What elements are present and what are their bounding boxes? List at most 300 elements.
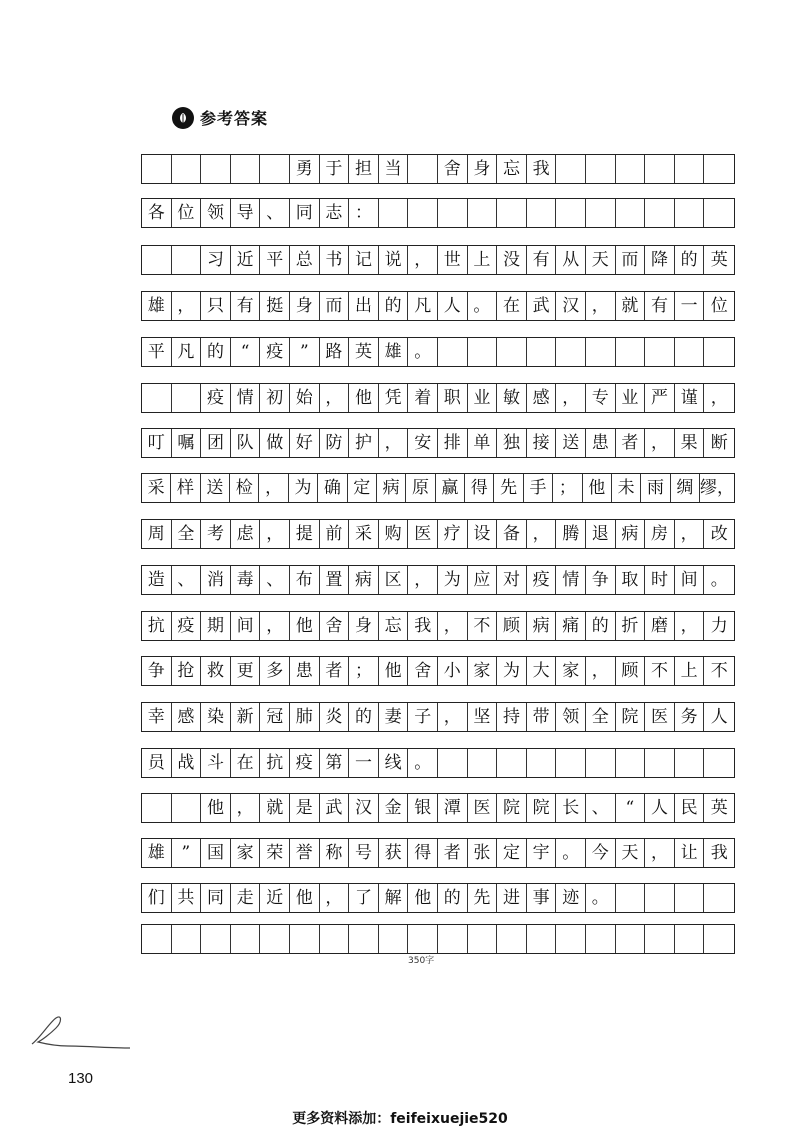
grid-cell	[704, 155, 734, 183]
grid-cell: 在	[497, 292, 527, 320]
grid-cell: 染	[201, 703, 231, 731]
grid-cell: 时	[645, 566, 675, 594]
grid-cell	[142, 925, 172, 953]
grid-cell: 者	[438, 839, 468, 867]
grid-cell: 为	[289, 474, 318, 502]
grid-cell: 确	[318, 474, 347, 502]
grid-cell: 始	[290, 384, 320, 412]
grid-cell: 进	[497, 884, 527, 912]
grid-cell: 雄	[379, 338, 409, 366]
grid-cell	[379, 925, 409, 953]
grid-cell: 区	[379, 566, 409, 594]
grid-cell: 战	[172, 749, 202, 777]
grid-cell	[556, 155, 586, 183]
grid-cell: 房	[645, 520, 675, 548]
grid-cell	[468, 925, 498, 953]
grid-cell: 近	[231, 246, 261, 274]
grid-cell: 人	[438, 292, 468, 320]
grid-cell: 幸	[142, 703, 172, 731]
grid-cell: 。	[556, 839, 586, 867]
grid-cell	[201, 925, 231, 953]
grid-row	[141, 611, 735, 641]
grid-cell: 救	[201, 657, 231, 685]
grid-cell: 疫	[201, 384, 231, 412]
grid-cell: 家	[231, 839, 261, 867]
footer-note: 更多资料添加：feifeixuejie520	[292, 1111, 508, 1127]
grid-cell: 民	[675, 794, 705, 822]
grid-cell	[675, 155, 705, 183]
grid-cell: 今	[586, 839, 616, 867]
grid-cell: 领	[201, 199, 231, 227]
grid-cell: 病	[377, 474, 406, 502]
grid-cell: 炎	[320, 703, 350, 731]
grid-cell: 业	[468, 384, 498, 412]
grid-cell	[586, 155, 616, 183]
word-count: 350字	[408, 956, 435, 966]
grid-cell: 疗	[438, 520, 468, 548]
grid-cell: 手	[524, 474, 553, 502]
grid-cell: 。	[710, 569, 728, 590]
grid-cell	[142, 246, 172, 274]
grid-cell: 雨	[641, 474, 670, 502]
pen-scribble-icon	[26, 1008, 136, 1062]
grid-cell: 大	[527, 657, 557, 685]
grid-cell: 我	[710, 842, 728, 863]
grid-cell: ，	[320, 884, 350, 912]
grid-cell: 消	[201, 566, 231, 594]
grid-cell: 不	[645, 657, 675, 685]
grid-cell: 缪，	[700, 477, 734, 498]
grid-cell: 严	[645, 384, 675, 412]
grid-cell: 号	[349, 839, 379, 867]
grid-cell: ，	[231, 794, 261, 822]
grid-cell: 腾	[556, 520, 586, 548]
grid-cell: 张	[468, 839, 498, 867]
grid-cell: 抗	[142, 612, 172, 640]
grid-cell: 总	[290, 246, 320, 274]
grid-cell	[616, 155, 646, 183]
grid-cell: 我	[527, 155, 557, 183]
grid-cell: 宇	[527, 839, 557, 867]
grid-cell: 得	[408, 839, 438, 867]
grid-cell	[616, 338, 646, 366]
grid-cell: 应	[468, 566, 498, 594]
grid-cell: 独	[497, 429, 527, 457]
grid-cell	[616, 925, 646, 953]
grid-cell: 走	[231, 884, 261, 912]
grid-cell	[468, 199, 498, 227]
grid-cell: 布	[290, 566, 320, 594]
grid-cell: 是	[290, 794, 320, 822]
grid-cell: 采	[349, 520, 379, 548]
grid-row	[141, 565, 735, 595]
grid-cell	[704, 338, 734, 366]
grid-cell: 为	[438, 566, 468, 594]
grid-cell	[645, 338, 675, 366]
grid-cell: 接	[527, 429, 557, 457]
grid-cell: 。	[468, 292, 498, 320]
grid-cell: 上	[675, 657, 705, 685]
grid-cell	[497, 749, 527, 777]
grid-cell: 医	[645, 703, 675, 731]
grid-cell: ，	[438, 612, 468, 640]
grid-cell: 疫	[172, 612, 202, 640]
grid-cell	[260, 925, 290, 953]
grid-cell: 、	[586, 794, 616, 822]
grid-cell: 没	[497, 246, 527, 274]
grid-cell: ，	[586, 292, 616, 320]
grid-cell: ：	[349, 199, 379, 227]
grid-cell	[468, 338, 498, 366]
grid-cell: ，	[172, 292, 202, 320]
grid-cell	[142, 384, 172, 412]
grid-cell	[438, 199, 468, 227]
grid-cell	[645, 155, 675, 183]
grid-cell	[675, 199, 705, 227]
grid-cell	[616, 884, 646, 912]
grid-cell	[586, 338, 616, 366]
grid-cell	[586, 749, 616, 777]
grid-cell: “	[231, 338, 261, 366]
grid-cell: 上	[468, 246, 498, 274]
grid-cell	[142, 794, 172, 822]
grid-cell	[645, 925, 675, 953]
grid-cell	[408, 925, 438, 953]
grid-cell: 采	[142, 474, 171, 502]
grid-cell: 抢	[172, 657, 202, 685]
grid-cell: 雄	[142, 292, 172, 320]
grid-cell: 人	[645, 794, 675, 822]
grid-cell: 护	[349, 429, 379, 457]
grid-cell	[527, 338, 557, 366]
grid-cell: 者	[320, 657, 350, 685]
grid-cell: 英	[710, 249, 728, 270]
grid-cell: ，	[260, 520, 290, 548]
grid-cell: ；	[349, 657, 379, 685]
grid-row	[141, 154, 735, 184]
grid-cell: 专	[586, 384, 616, 412]
grid-cell: 记	[349, 246, 379, 274]
grid-cell: 凭	[379, 384, 409, 412]
grid-cell: 毒	[231, 566, 261, 594]
grid-cell: 绸	[671, 474, 700, 502]
grid-cell: 天	[616, 839, 646, 867]
grid-cell: 间	[675, 566, 705, 594]
grid-cell: 退	[586, 520, 616, 548]
grid-cell: 导	[231, 199, 261, 227]
grid-cell	[497, 199, 527, 227]
grid-cell: 情	[556, 566, 586, 594]
grid-cell: 金	[379, 794, 409, 822]
grid-cell: 职	[438, 384, 468, 412]
grid-cell: 一	[349, 749, 379, 777]
grid-cell: 为	[497, 657, 527, 685]
grid-cell: 领	[556, 703, 586, 731]
grid-cell	[704, 884, 734, 912]
grid-cell: 有	[645, 292, 675, 320]
grid-cell: 誉	[290, 839, 320, 867]
grid-cell: 身	[349, 612, 379, 640]
grid-cell: 情	[231, 384, 261, 412]
grid-cell: 备	[497, 520, 527, 548]
grid-cell: 先	[468, 884, 498, 912]
grid-cell: ，	[645, 839, 675, 867]
grid-cell: 他	[583, 474, 612, 502]
grid-cell: 人	[710, 706, 728, 727]
grid-cell: 虑	[231, 520, 261, 548]
grid-cell: 医	[468, 794, 498, 822]
grid-cell	[675, 884, 705, 912]
grid-cell: 解	[379, 884, 409, 912]
grid-cell: 对	[497, 566, 527, 594]
grid-cell: 他	[408, 884, 438, 912]
grid-cell: 提	[290, 520, 320, 548]
grid-cell: 武	[320, 794, 350, 822]
grid-cell	[408, 155, 438, 183]
grid-cell: 说	[379, 246, 409, 274]
grid-cell: 顾	[616, 657, 646, 685]
grid-cell: 舍	[408, 657, 438, 685]
grid-cell: 团	[201, 429, 231, 457]
grid-cell: 队	[231, 429, 261, 457]
grid-cell: 期	[201, 612, 231, 640]
grid-cell: 。	[408, 749, 438, 777]
grid-cell: 考	[201, 520, 231, 548]
grid-cell: 磨	[645, 612, 675, 640]
grid-cell: 的	[201, 338, 231, 366]
grid-cell: 病	[349, 566, 379, 594]
grid-cell: 一	[675, 292, 705, 320]
grid-row	[141, 337, 735, 367]
grid-cell: 他	[290, 612, 320, 640]
grid-cell: 防	[320, 429, 350, 457]
grid-cell	[201, 155, 231, 183]
leaf-badge-icon	[172, 107, 194, 129]
grid-cell	[231, 155, 261, 183]
grid-cell: 好	[290, 429, 320, 457]
grid-cell: 担	[349, 155, 379, 183]
grid-cell: 只	[201, 292, 231, 320]
grid-cell	[704, 749, 734, 777]
grid-cell: 荣	[260, 839, 290, 867]
grid-cell: 长	[556, 794, 586, 822]
grid-cell	[704, 925, 734, 953]
grid-cell	[527, 925, 557, 953]
grid-cell	[586, 199, 616, 227]
grid-cell: 更	[231, 657, 261, 685]
grid-cell: ，	[710, 387, 728, 408]
grid-cell: 凡	[172, 338, 202, 366]
grid-row	[141, 656, 735, 686]
grid-cell: 着	[408, 384, 438, 412]
grid-cell: 身	[290, 292, 320, 320]
grid-cell: 家	[556, 657, 586, 685]
grid-cell: 忘	[497, 155, 527, 183]
grid-cell: ，	[260, 612, 290, 640]
grid-cell: 的	[586, 612, 616, 640]
grid-cell: 雄	[142, 839, 172, 867]
grid-cell	[616, 199, 646, 227]
grid-cell	[675, 925, 705, 953]
grid-cell: 造	[142, 566, 172, 594]
grid-cell: 务	[675, 703, 705, 731]
grid-cell: 疫	[290, 749, 320, 777]
grid-cell: 初	[260, 384, 290, 412]
grid-cell: 勇	[290, 155, 320, 183]
grid-cell: 斗	[201, 749, 231, 777]
grid-cell: 他	[379, 657, 409, 685]
grid-cell: 肺	[290, 703, 320, 731]
grid-cell: 家	[468, 657, 498, 685]
grid-cell: 。	[586, 884, 616, 912]
grid-cell	[645, 199, 675, 227]
grid-cell: 置	[320, 566, 350, 594]
grid-cell: 的	[379, 292, 409, 320]
grid-cell: 的	[438, 884, 468, 912]
grid-cell	[556, 199, 586, 227]
grid-cell: 忘	[379, 612, 409, 640]
grid-cell: 购	[379, 520, 409, 548]
grid-cell: 的	[349, 703, 379, 731]
grid-cell: 员	[142, 749, 172, 777]
grid-cell: 定	[348, 474, 377, 502]
grid-cell: 了	[349, 884, 379, 912]
grid-cell: 检	[230, 474, 259, 502]
grid-cell: 得	[465, 474, 494, 502]
grid-row	[141, 924, 735, 954]
grid-cell: 小	[438, 657, 468, 685]
grid-cell: 他	[201, 794, 231, 822]
grid-row	[141, 838, 735, 868]
grid-cell	[675, 749, 705, 777]
grid-cell: 而	[320, 292, 350, 320]
grid-cell: 叮	[142, 429, 172, 457]
grid-cell: 原	[406, 474, 435, 502]
grid-cell	[349, 925, 379, 953]
grid-cell: 让	[675, 839, 705, 867]
grid-cell: 争	[142, 657, 172, 685]
grid-cell: 感	[527, 384, 557, 412]
grid-cell: 冠	[260, 703, 290, 731]
grid-cell: 、	[172, 566, 202, 594]
grid-cell	[704, 199, 734, 227]
grid-cell	[556, 338, 586, 366]
grid-cell: 同	[290, 199, 320, 227]
grid-cell	[438, 338, 468, 366]
grid-row	[141, 198, 735, 228]
grid-cell	[616, 749, 646, 777]
grid-cell: 争	[586, 566, 616, 594]
grid-cell: 同	[201, 884, 231, 912]
grid-row	[141, 793, 735, 823]
grid-cell: 患	[586, 429, 616, 457]
grid-cell: 他	[349, 384, 379, 412]
grid-cell: 银	[408, 794, 438, 822]
grid-cell: ，	[259, 474, 288, 502]
grid-cell: ，	[438, 703, 468, 731]
grid-cell: 在	[231, 749, 261, 777]
grid-cell: 取	[616, 566, 646, 594]
grid-cell	[438, 925, 468, 953]
grid-cell: 身	[468, 155, 498, 183]
grid-cell: 天	[586, 246, 616, 274]
grid-cell: 。	[408, 338, 438, 366]
grid-cell: 间	[231, 612, 261, 640]
grid-cell: 送	[556, 429, 586, 457]
grid-cell: 第	[320, 749, 350, 777]
grid-cell: ”	[172, 839, 202, 867]
grid-cell	[142, 155, 172, 183]
grid-cell: 英	[710, 797, 728, 818]
grid-cell: 而	[616, 246, 646, 274]
grid-cell: 新	[231, 703, 261, 731]
grid-cell: 设	[468, 520, 498, 548]
grid-cell: 迹	[556, 884, 586, 912]
grid-row	[141, 245, 735, 275]
grid-cell	[645, 749, 675, 777]
grid-cell: 全	[172, 520, 202, 548]
grid-cell: 习	[201, 246, 231, 274]
grid-cell: 子	[408, 703, 438, 731]
grid-row	[141, 748, 735, 778]
grid-cell: 业	[616, 384, 646, 412]
grid-cell: 舍	[320, 612, 350, 640]
grid-cell: 折	[616, 612, 646, 640]
grid-cell: ，	[320, 384, 350, 412]
grid-cell: 汉	[349, 794, 379, 822]
grid-cell	[497, 925, 527, 953]
grid-cell: 出	[349, 292, 379, 320]
grid-cell: 坚	[468, 703, 498, 731]
grid-cell: 做	[260, 429, 290, 457]
grid-cell	[586, 925, 616, 953]
grid-cell: ；	[553, 474, 582, 502]
grid-cell: 凡	[408, 292, 438, 320]
answer-header	[172, 106, 268, 129]
grid-cell	[438, 749, 468, 777]
grid-cell	[379, 199, 409, 227]
grid-cell: 送	[201, 474, 230, 502]
grid-cell	[645, 884, 675, 912]
grid-row	[141, 428, 735, 458]
grid-cell: 抗	[260, 749, 290, 777]
grid-cell: 有	[231, 292, 261, 320]
grid-cell	[556, 925, 586, 953]
grid-cell: 潭	[438, 794, 468, 822]
grid-cell: 疫	[527, 566, 557, 594]
grid-cell: 们	[142, 884, 172, 912]
grid-row	[141, 473, 735, 503]
grid-cell: 获	[379, 839, 409, 867]
grid-cell: 事	[527, 884, 557, 912]
grid-cell: 多	[260, 657, 290, 685]
grid-cell: ，	[408, 246, 438, 274]
grid-cell	[231, 925, 261, 953]
grid-cell: 周	[142, 520, 172, 548]
grid-cell: 世	[438, 246, 468, 274]
grid-cell	[556, 749, 586, 777]
grid-cell: 安	[408, 429, 438, 457]
grid-cell: 定	[497, 839, 527, 867]
grid-cell: 前	[320, 520, 350, 548]
grid-cell: 单	[468, 429, 498, 457]
grid-cell: 各	[142, 199, 172, 227]
grid-cell: 书	[320, 246, 350, 274]
grid-cell: 赢	[436, 474, 465, 502]
grid-cell: 线	[379, 749, 409, 777]
grid-cell: 从	[556, 246, 586, 274]
answer-title: 参考答案	[200, 109, 269, 128]
